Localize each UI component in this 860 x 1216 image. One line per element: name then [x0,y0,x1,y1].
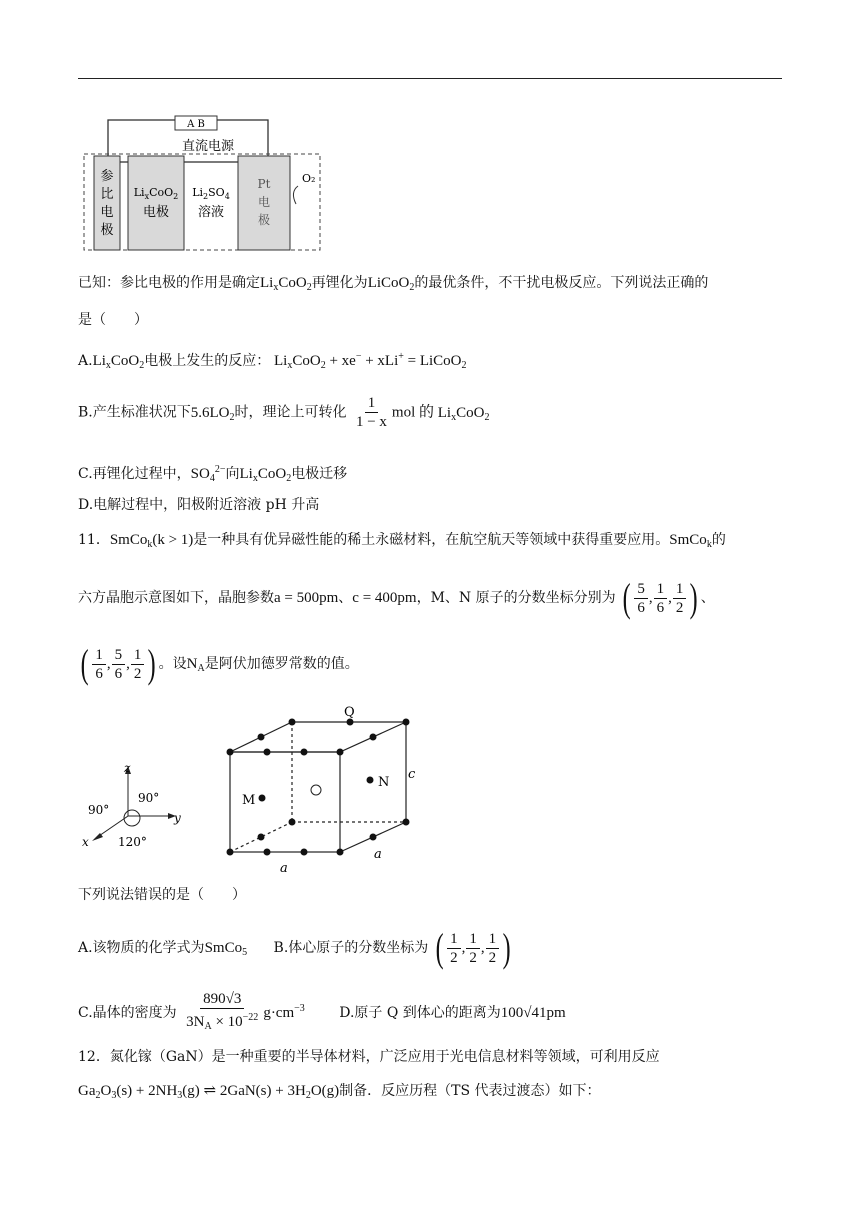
svg-text:a: a [280,861,288,875]
svg-text:参: 参 [100,169,114,184]
atom-m [259,795,266,802]
header-rule [78,78,782,79]
q10-option-d: D.电解过程中，阳极附近溶液 pH 升高 [78,497,320,513]
svg-text:极: 极 [257,213,271,227]
svg-text:溶液: 溶液 [197,205,225,220]
q11-options-cd: C.晶体的密度为 $\frac{890√3}{3N_A \times 10^{-22}}$ $g\cdot cm^{-3}$ D.原子 Q 到体心的距离为100√41pm [78,990,566,1036]
axes-figure [80,760,190,855]
svg-text:电极: 电极 [142,205,170,220]
q12-stem-line1: 12．氮化镓（GaN）是一种重要的半导体材料，广泛应用于光电信息材料等领域，可利用反应 [78,1049,660,1065]
q11-question: 下列说法错误的是（ ） [78,887,246,903]
electrolysis-cell-figure [80,112,330,254]
svg-text:x: x [82,835,89,849]
q11-stem-line3: ( $\frac{1}{6}$ , $\frac{5}{6}$ , $\frac{1}{2}$ ) 。设$N_A$是阿伏加德罗常数的值。 [78,644,359,684]
svg-text:电: 电 [257,195,271,209]
body-center-atom [311,785,321,795]
svg-text:a: a [374,847,382,862]
q10-option-b: B.产生标准状况下$5.6LO_2$时，理论上可转化 $\frac{1}{1 - x}$ mol 的 $Li_xCoO_2$ [78,395,490,430]
svg-text:90°: 90° [138,791,160,805]
solution-label [192,186,230,220]
q11-stem-line1: 11．SmCo$_k$(k > 1)是一种具有优异磁性能的稀土永磁材料，在航空航天等领域中获得重要应用。SmCo$_k$的 [78,532,726,550]
body-center-coordinate: ( $\frac{1}{2}$ , $\frac{1}{2}$ , $\frac{1}{2}$ ) [435,925,511,970]
svg-text:c: c [408,767,416,782]
svg-text:120°: 120° [118,835,147,849]
svg-text:M: M [242,793,256,808]
svg-text:Q: Q [344,705,355,720]
q10-option-c: C.再锂化过程中，$SO_4^{2-}$向$Li_xCoO_2$电极迁移 [78,464,348,484]
pt-electrode-label [258,177,271,227]
switch-label: A B [187,119,205,130]
svg-text:90°: 90° [88,803,110,817]
q12-stem-line2: $Ga_2O_3(s) + 2NH_3(g)$ ⇌ $2GaN(s) + 3H_2O(g)$制备．反应历程（TS 代表过渡态）如下： [78,1083,601,1101]
fraction: $\frac{1}{1 - x}$ [355,395,387,430]
svg-text:电: 电 [100,205,114,220]
gas-label: O₂ [302,172,316,185]
crystal-cell-figure [220,700,430,875]
svg-text:N: N [378,775,390,790]
q11-stem-line2: 六方晶胞示意图如下，晶胞参数a = 500pm、c = 400pm，M、N 原子的分数坐标分别为 ( $\frac{5}{6}$ , $\frac{1}{6}$ , $\frac{1}{2}$ ) 、 [78,575,715,620]
n-coordinate: ( $\frac{1}{6}$ , $\frac{5}{6}$ , $\frac{1}{2}$ ) [80,641,156,686]
svg-text:比: 比 [100,187,114,202]
density-fraction: $\frac{890√3}{3N_A \times 10^{-22}}$ [186,991,259,1032]
q11-options-ab: A.该物质的化学式为SmCo$_5$ B.体心原子的分数坐标为 ( $\frac{1}{2}$ , $\frac{1}{2}$ , $\frac{1}{2}$ ) [78,928,513,968]
m-coordinate: ( $\frac{5}{6}$ , $\frac{1}{6}$ , $\frac{1}{2}$ ) [622,575,699,620]
q10-stem-line2: 是（ ） [78,312,148,328]
svg-text:z: z [124,761,131,775]
q10-option-a: $A.Li_xCoO_2$电极上发生的反应： $Li_xCoO_2 + xe^- + xLi^+$ = LiCoO$_2$ [78,351,467,371]
q10-stem-line1: 已知：参比电极的作用是确定$Li_xCoO_2$再锂化为LiCoO$_2$的最优条件，不干扰电极反应。下列说法正确的 [78,275,709,293]
power-label: 直流电源 [181,139,235,154]
atom-n [367,777,374,784]
svg-text:Li2SO4: $Li_2SO_4$ [192,186,230,201]
svg-text:极: 极 [100,223,114,238]
svg-text:Pt: Pt [257,177,271,191]
svg-text:y: y [174,811,181,825]
svg-text:LixCoO2: $Li_xCoO_2$ [133,186,179,201]
